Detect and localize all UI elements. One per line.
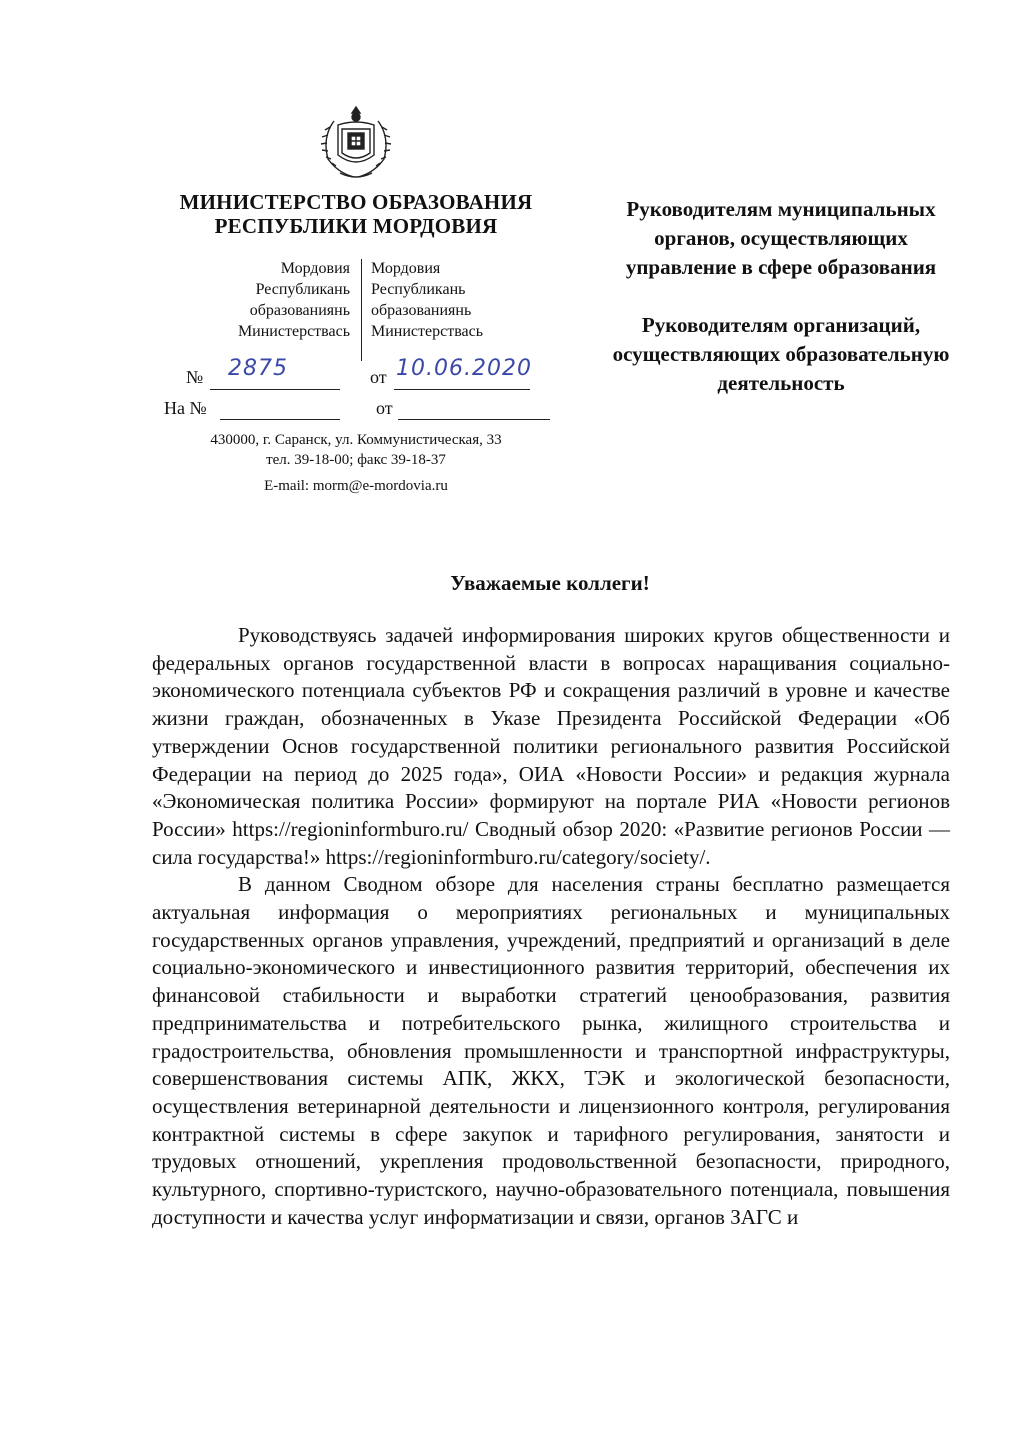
date-value: 10.06.2020 [396,356,532,381]
reference-number-label: На № [164,398,207,418]
moksha-right-line: образованиянь [371,302,472,319]
date-underline [394,389,530,390]
addressee-line: Руководителям организаций, [641,313,921,337]
ministry-name [150,190,562,238]
phone-line: тел. 39-18-00; факс 39-18-37 [266,452,446,468]
coat-of-arms-emblem [314,103,398,183]
reference-number-underline [220,419,340,420]
ministry-address [150,430,562,470]
addressee-line: органов, осуществляющих [654,226,908,250]
moksha-left-line: Министерствась [237,323,350,340]
addressee-block [576,195,986,398]
moksha-name-left [160,258,350,342]
number-underline [210,389,340,390]
number-label: № [186,367,204,387]
ministry-email: E-mail: morm@e-mordovia.ru [264,478,448,494]
header-divider [361,259,362,361]
moksha-right-line: Мордовия [371,260,441,277]
body-paragraph: В данном Сводном обзоре для населения страны бесплатно размещается актуальная информация о мероприятиях региональных и муниципальных государственных органов управления, учреждений, предприятий и организаций в деле социально-экономического и инвестиционного развития территорий, обеспечения их финансовой стабильности и выработки стратегий ценообразования, развития предпринимательства и потребительского рынка, жилищного строительства и градостроительства, обновления промышленности и транспортной инфраструктуры, совершенствования системы АПК, ЖКХ, ТЭК и экологической безопасности, осуществления ветеринарной деятельности и лицензионного контроля, регулирования контрактной системы в сфере закупок и тарифного регулирования, занятости и трудовых отношений, укрепления продовольственной безопасности, природного, культурного, спортивно-туристского, научно-образовательного потенциала, повышения доступности и качества услуг информатизации и связи, органов ЗАГС и [152,872,950,1229]
ministry-line-1: МИНИСТЕРСТВО ОБРАЗОВАНИЯ [179,190,533,214]
ministry-line-2: РЕСПУБЛИКИ МОРДОВИЯ [214,214,498,238]
addressee-line: деятельность [717,371,845,395]
addressee-line: осуществляющих образовательную [612,342,950,366]
letter-body [152,622,950,1231]
body-paragraph: Руководствуясь задачей информирования широких кругов общественности и федеральных органов государственной власти в вопросах наращивания социально-экономического потенциала субъектов РФ и сокращения различий в уровне и качестве жизни граждан, обозначенных в Указе Президента Российской Федерации «Об утверждении Основ государственной политики регионального развития Российской Федерации на период до 2025 года», ОИА «Новости России» и редакция журнала «Экономическая политика России» формируют на портале РИА «Новости регионов России» https://regioninformburo.ru/ Сводный обзор 2020: «Развитие регионов России — сила государства!» https://regioninformburo.ru/category/society/. [152,623,950,869]
moksha-right-line: Республикань [371,281,466,298]
moksha-left-line: Мордовия [280,260,350,277]
addressee-line: Руководителям муниципальных [626,197,936,221]
number-value: 2875 [228,356,288,381]
moksha-right-line: Министерствась [371,323,484,340]
date-label: от [370,367,387,387]
moksha-name-right [371,258,561,342]
moksha-left-line: Республикань [255,281,350,298]
salutation: Уважаемые коллеги! [450,571,650,595]
address-line: 430000, г. Саранск, ул. Коммунистическая, 33 [210,432,502,448]
reference-date-underline [398,419,550,420]
reference-date-label: от [376,398,393,418]
moksha-left-line: образованиянь [249,302,350,319]
addressee-line: управление в сфере образования [625,255,937,279]
